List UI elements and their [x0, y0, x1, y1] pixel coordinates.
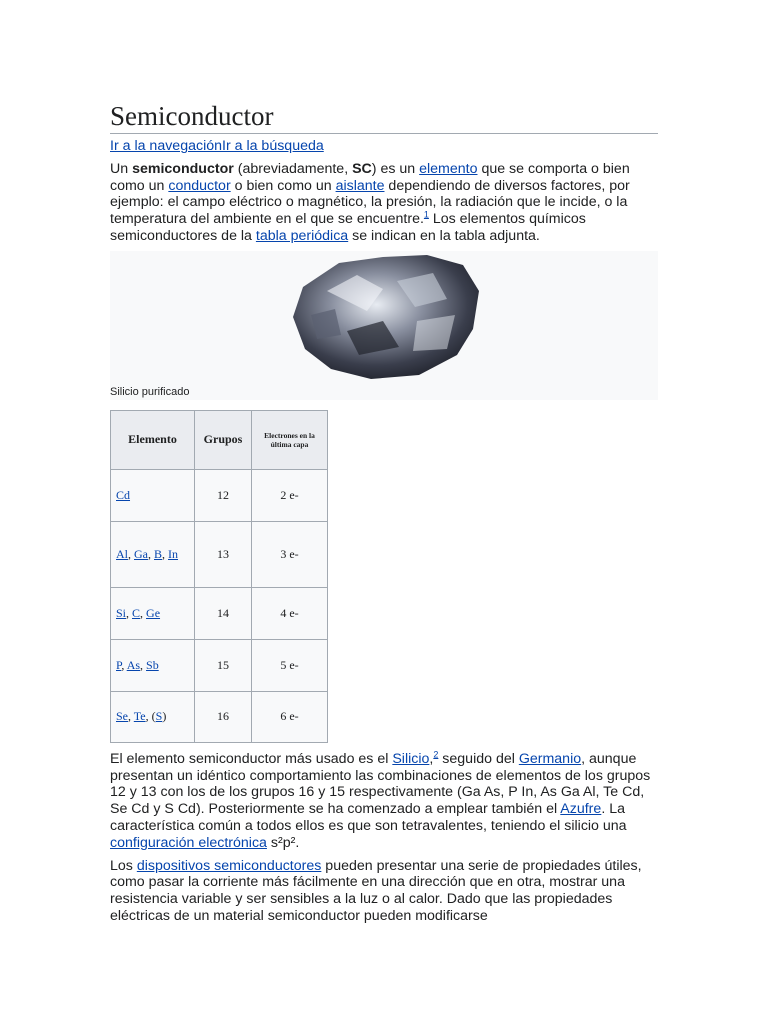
term-semiconductor: semiconductor: [132, 160, 234, 177]
electrons-cell: 3 e-: [252, 521, 328, 587]
element-link-in[interactable]: In: [168, 546, 179, 561]
element-link-ga[interactable]: Ga: [134, 546, 148, 561]
jump-to-search-link[interactable]: Ir a la búsqueda: [222, 138, 324, 154]
group-cell: 13: [195, 521, 252, 587]
link-azufre[interactable]: Azufre: [560, 801, 602, 818]
page-title: Semiconductor: [110, 100, 658, 134]
table-row: Se, Te, (S) 16 6 e-: [111, 691, 328, 742]
table-row: P, As, Sb 15 5 e-: [111, 639, 328, 691]
header-elemento: Elemento: [111, 410, 195, 469]
link-conductor[interactable]: conductor: [168, 177, 231, 194]
header-grupos: Grupos: [195, 410, 252, 469]
silicon-crystal-image[interactable]: [287, 251, 483, 383]
element-link-cd[interactable]: Cd: [116, 487, 131, 502]
element-link-s[interactable]: S: [155, 709, 163, 724]
table-row: [111, 469, 328, 521]
link-tabla-periodica[interactable]: tabla periódica: [255, 227, 349, 244]
electrons-cell: 6 e-: [252, 691, 328, 742]
element-link-as[interactable]: As: [126, 657, 141, 672]
group-cell: 15: [195, 639, 252, 691]
element-link-si[interactable]: Si: [116, 605, 127, 620]
electrons-cell: 5 e-: [252, 639, 328, 691]
electrons-cell: 4 e-: [252, 587, 328, 639]
link-silicio[interactable]: Silicio: [392, 750, 430, 767]
group-cell: 12: [195, 469, 252, 521]
jump-to-navigation-link[interactable]: Ir a la navegación: [110, 138, 222, 154]
element-link-te[interactable]: Te: [133, 709, 146, 724]
intro-paragraph: Un semiconductor (abreviadamente, SC) es un elemento que se comporta o bien como un conductor o bien como un aislante dependiendo de diversos factores, por ejemplo: el campo eléctrico o magnético, la presión, la radiación que le incide, o la temperatura del ambiente en el que se encuentre.$^1$ Los elementos químicos semiconductores de la tabla periódica se indican en la tabla adjunta.: [110, 160, 630, 244]
electrons-cell: 2 e-: [252, 469, 328, 521]
link-aislante[interactable]: aislante: [335, 177, 385, 194]
group-cell: 14: [195, 587, 252, 639]
article: [110, 100, 658, 925]
element-link-al[interactable]: Al: [116, 546, 128, 561]
figure-caption: Silicio purificado: [110, 385, 190, 398]
table-row: Si, C, Ge 14 4 e-: [111, 587, 328, 639]
element-link-b[interactable]: B: [154, 546, 163, 561]
term-sc: SC: [352, 160, 372, 177]
paragraph-dispositivos: Los dispositivos semiconductores pueden presentar una serie de propiedades útiles, como pasar la corriente más fácilmente en una dirección que en otra, mostrar una resistencia variable y ser sensibles a la luz o al calor. Dado que las propiedades eléctricas de un material semiconductor pueden modificarse: [110, 857, 642, 924]
link-dispositivos-semiconductores[interactable]: dispositivos semiconductores: [136, 857, 322, 874]
link-elemento[interactable]: elemento: [419, 160, 478, 177]
paragraph-silicio: El elemento semiconductor más usado es el Silicio,$^2$ seguido del Germanio, aunque presentan un idéntico comportamiento las combinaciones de elementos de los grupos 12 y 13 con los de los grupos 16 y 15 respectivamente (Ga As, P In, As Ga Al, Te Cd, Se Cd y S Cd). Posteriormente se ha comenzado a emplear también el Azufre. La característica común a todos ellos es que son tetravalentes, teniendo el silicio una configuración electrónica s²p².: [110, 749, 651, 851]
element-link-c[interactable]: C: [132, 605, 141, 620]
jump-links: [110, 138, 658, 155]
reference-2[interactable]: 2: [433, 749, 439, 760]
link-configuracion-electronica[interactable]: configuración electrónica: [110, 834, 267, 851]
reference-1[interactable]: 1: [423, 209, 429, 220]
element-link-ge[interactable]: Ge: [146, 605, 161, 620]
group-cell: 16: [195, 691, 252, 742]
link-germanio[interactable]: Germanio: [518, 750, 582, 767]
table-row: Al, Ga, B, In 13 3 e-: [111, 521, 328, 587]
element-link-p[interactable]: P: [116, 657, 122, 672]
element-link-se[interactable]: Se: [116, 709, 128, 724]
figure-silicio: [110, 251, 658, 400]
header-electrones: Electrones en la última capa: [252, 410, 328, 469]
table-header-row: [111, 410, 328, 469]
element-link-sb[interactable]: Sb: [146, 657, 159, 672]
semiconductor-elements-table: [110, 410, 328, 743]
